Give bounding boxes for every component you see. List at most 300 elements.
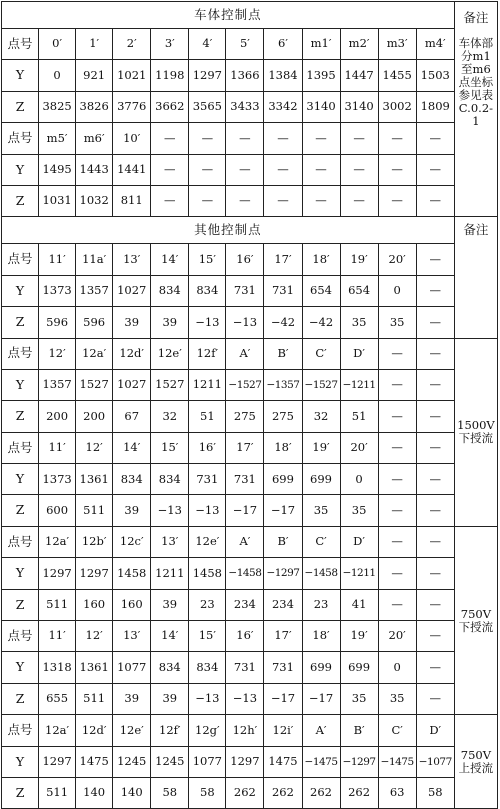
remark-text: 车体部分m1至m6点坐标参见表C.0.2-1 [458, 36, 494, 128]
table-cell: 1395 [302, 60, 340, 91]
table-cell: 35 [378, 307, 416, 338]
table-row [2, 123, 498, 154]
coordinate-label: Y [2, 464, 39, 495]
table-cell: — [378, 154, 416, 185]
table-row [2, 185, 498, 216]
table-cell: 18′ [264, 432, 302, 463]
table-cell: — [416, 683, 454, 714]
table-row [2, 432, 498, 463]
table-cell: 1458 [189, 558, 226, 589]
table-cell: 12e′ [113, 715, 151, 746]
table-cell: 12′ [76, 621, 113, 652]
coordinate-label: Z [2, 185, 39, 216]
table-cell: A′ [226, 526, 264, 557]
table-cell: — [416, 369, 454, 400]
table-row [2, 307, 498, 338]
coordinate-label: Z [2, 401, 39, 432]
table-cell: 10′ [113, 123, 151, 154]
table-cell: −17 [264, 495, 302, 526]
table-cell: — [189, 154, 226, 185]
table-cell: 731 [264, 652, 302, 683]
table-cell: — [416, 275, 454, 306]
table-cell: 1245 [151, 746, 189, 777]
table-cell: — [378, 369, 416, 400]
table-cell: 160 [113, 589, 151, 620]
table-cell: 140 [113, 777, 151, 808]
table-row [2, 495, 498, 526]
table-cell: 3433 [226, 91, 264, 122]
table-cell: 1031 [39, 185, 76, 216]
table-cell: −13 [226, 683, 264, 714]
table-cell: 58 [416, 777, 454, 808]
table-cell: 16′ [226, 244, 264, 275]
table-cell: 1357 [76, 275, 113, 306]
table-cell: 1027 [113, 275, 151, 306]
point-number-label: 点号 [2, 432, 39, 463]
table-row [2, 91, 498, 122]
table-cell: 1447 [340, 60, 378, 91]
table-cell: 511 [76, 495, 113, 526]
table-cell: 23 [189, 589, 226, 620]
table-cell: B′ [340, 715, 378, 746]
table-cell: 32 [302, 401, 340, 432]
table-row [2, 275, 498, 306]
table-cell: 699 [302, 464, 340, 495]
table-cell: 12b′ [76, 526, 113, 557]
table-cell: 11a′ [76, 244, 113, 275]
table-cell: 15′ [151, 432, 189, 463]
table-cell: 834 [189, 275, 226, 306]
table-cell: B′ [264, 338, 302, 369]
table-cell: 67 [113, 401, 151, 432]
table-cell: 1475 [76, 746, 113, 777]
table-cell: 262 [340, 777, 378, 808]
table-cell: −1527 [226, 369, 264, 400]
table-cell: 6′ [264, 29, 302, 60]
point-number-label: 点号 [2, 123, 39, 154]
table-cell: 3′ [151, 29, 189, 60]
table-cell: — [416, 123, 454, 154]
table-row [2, 526, 498, 557]
table-row [2, 589, 498, 620]
table-cell: 1443 [76, 154, 113, 185]
table-cell: 4′ [189, 29, 226, 60]
table-cell: — [416, 244, 454, 275]
table-cell: −1458 [302, 558, 340, 589]
table-cell: 596 [39, 307, 76, 338]
table-row [2, 715, 498, 746]
table-cell: −13 [189, 683, 226, 714]
coordinate-label: Y [2, 746, 39, 777]
table-cell: 11′ [39, 432, 76, 463]
table-cell: 16′ [189, 432, 226, 463]
table-cell: 14′ [151, 621, 189, 652]
table-cell: 834 [113, 464, 151, 495]
table-cell: 3342 [264, 91, 302, 122]
table-cell: 17′ [264, 621, 302, 652]
table-cell: B′ [264, 526, 302, 557]
table-cell: — [416, 154, 454, 185]
table-cell: 3825 [39, 91, 76, 122]
table-cell: — [416, 464, 454, 495]
table-cell: — [151, 123, 189, 154]
table-cell: — [340, 154, 378, 185]
table-cell: 1297 [39, 558, 76, 589]
point-number-label: 点号 [2, 621, 39, 652]
table-cell: −42 [302, 307, 340, 338]
table-cell: D′ [340, 526, 378, 557]
table-cell: — [416, 432, 454, 463]
table-row [2, 464, 498, 495]
table-cell: 39 [113, 307, 151, 338]
table-cell: 1475 [264, 746, 302, 777]
table-cell: −13 [189, 307, 226, 338]
table-cell: 0 [378, 275, 416, 306]
table-cell: — [378, 558, 416, 589]
table-cell: −1475 [302, 746, 340, 777]
table-cell: 14′ [113, 432, 151, 463]
table-cell: 655 [39, 683, 76, 714]
table-cell: 1077 [189, 746, 226, 777]
other-control-points-header-row [2, 217, 498, 244]
table-cell: 234 [264, 589, 302, 620]
table-cell: 19′ [340, 621, 378, 652]
table-cell: 17′ [226, 432, 264, 463]
vehicle-control-points-title: 车体控制点 [2, 2, 455, 29]
table-cell: 699 [302, 652, 340, 683]
table-cell: 1297 [189, 60, 226, 91]
table-cell: 1357 [39, 369, 76, 400]
table-cell: 654 [302, 275, 340, 306]
table-cell: 3140 [340, 91, 378, 122]
current-collection-remark: 1500V下授流 [454, 338, 497, 526]
table-cell: 1373 [39, 275, 76, 306]
table-cell: 51 [340, 401, 378, 432]
table-cell: 12a′ [76, 338, 113, 369]
table-cell: 35 [378, 683, 416, 714]
table-cell: 1′ [76, 29, 113, 60]
table-cell: 921 [76, 60, 113, 91]
table-cell: 58 [189, 777, 226, 808]
table-cell: 13′ [151, 526, 189, 557]
table-cell: m2′ [340, 29, 378, 60]
coordinate-label: Y [2, 369, 39, 400]
table-cell: 1245 [113, 746, 151, 777]
table-cell: — [416, 307, 454, 338]
table-cell: m4′ [416, 29, 454, 60]
table-cell: — [264, 185, 302, 216]
coordinate-label: Z [2, 91, 39, 122]
coordinate-label: Z [2, 683, 39, 714]
table-cell: 15′ [189, 244, 226, 275]
table-cell: 1384 [264, 60, 302, 91]
table-cell: — [378, 495, 416, 526]
table-cell: 1198 [151, 60, 189, 91]
table-cell: 1458 [113, 558, 151, 589]
table-cell: 11′ [39, 244, 76, 275]
table-cell: — [340, 185, 378, 216]
table-cell: 200 [39, 401, 76, 432]
table-cell: 731 [264, 275, 302, 306]
table-cell: — [302, 154, 340, 185]
table-cell: −1475 [378, 746, 416, 777]
table-cell: 3662 [151, 91, 189, 122]
coordinate-label: Y [2, 275, 39, 306]
table-cell: 262 [302, 777, 340, 808]
table-cell: 16′ [226, 621, 264, 652]
table-cell: 12i′ [264, 715, 302, 746]
table-cell: 1373 [39, 464, 76, 495]
table-cell: 1809 [416, 91, 454, 122]
table-cell: 12e′ [151, 338, 189, 369]
table-cell: 1527 [151, 369, 189, 400]
table-cell: 262 [226, 777, 264, 808]
coordinate-label: Z [2, 307, 39, 338]
table-cell: 0 [340, 464, 378, 495]
table-cell: — [378, 432, 416, 463]
table-cell: 1455 [378, 60, 416, 91]
table-cell: — [226, 154, 264, 185]
table-cell: −1211 [340, 558, 378, 589]
table-cell: m6′ [76, 123, 113, 154]
table-cell: −1458 [226, 558, 264, 589]
table-cell: 834 [189, 652, 226, 683]
table-cell: −1357 [264, 369, 302, 400]
table-cell: 12h′ [226, 715, 264, 746]
table-cell: 32 [151, 401, 189, 432]
table-cell: — [226, 123, 264, 154]
coordinate-label: Y [2, 60, 39, 91]
table-cell: −17 [226, 495, 264, 526]
table-cell: 140 [76, 777, 113, 808]
table-cell: 12d′ [76, 715, 113, 746]
table-row [2, 338, 498, 369]
table-cell: −42 [264, 307, 302, 338]
table-cell: — [189, 123, 226, 154]
table-cell: 18′ [302, 244, 340, 275]
table-cell: 12d′ [113, 338, 151, 369]
table-cell: 12g′ [189, 715, 226, 746]
table-cell: — [378, 185, 416, 216]
table-cell: 234 [226, 589, 264, 620]
table-cell: — [416, 526, 454, 557]
table-cell: 275 [226, 401, 264, 432]
table-cell: 262 [264, 777, 302, 808]
table-cell: — [378, 526, 416, 557]
table-cell: 35 [302, 495, 340, 526]
table-cell: 3826 [76, 91, 113, 122]
table-cell: — [378, 464, 416, 495]
table-cell: 39 [151, 683, 189, 714]
table-cell: — [416, 558, 454, 589]
table-cell: 834 [151, 652, 189, 683]
table-cell: 35 [340, 495, 378, 526]
table-cell: 39 [113, 683, 151, 714]
table-cell: −13 [151, 495, 189, 526]
table-cell: 2′ [113, 29, 151, 60]
table-cell: 12′ [39, 338, 76, 369]
table-cell: −1211 [340, 369, 378, 400]
table-cell: 1032 [76, 185, 113, 216]
table-cell: — [264, 123, 302, 154]
table-cell: 1297 [39, 746, 76, 777]
coordinate-label: Z [2, 589, 39, 620]
table-cell: −1297 [340, 746, 378, 777]
table-cell: — [416, 652, 454, 683]
table-cell: 23 [302, 589, 340, 620]
table-cell: — [416, 185, 454, 216]
table-cell: — [151, 154, 189, 185]
table-cell: −13 [226, 307, 264, 338]
table-cell: — [189, 185, 226, 216]
table-cell: 19′ [302, 432, 340, 463]
table-cell: — [378, 401, 416, 432]
point-number-label: 点号 [2, 244, 39, 275]
table-cell: 1021 [113, 60, 151, 91]
table-cell: 58 [151, 777, 189, 808]
vehicle-remark [454, 2, 497, 217]
table-cell: 0 [39, 60, 76, 91]
table-cell: 699 [340, 652, 378, 683]
table-cell: 0′ [39, 29, 76, 60]
table-cell: — [416, 338, 454, 369]
table-cell: 12′ [76, 432, 113, 463]
table-cell: 731 [226, 652, 264, 683]
other-control-points-title: 其他控制点 [2, 217, 455, 244]
table-cell: — [416, 589, 454, 620]
table-cell: 13′ [113, 621, 151, 652]
table-cell: 20′ [378, 621, 416, 652]
table-cell: — [151, 185, 189, 216]
table-row [2, 244, 498, 275]
table-cell: 1297 [76, 558, 113, 589]
table-cell: — [416, 401, 454, 432]
table-cell: 1527 [76, 369, 113, 400]
table-row [2, 29, 498, 60]
table-cell: A′ [226, 338, 264, 369]
coordinate-label: Y [2, 558, 39, 589]
table-cell: 1077 [113, 652, 151, 683]
table-row [2, 621, 498, 652]
table-cell: 731 [189, 464, 226, 495]
table-cell: 811 [113, 185, 151, 216]
table-cell: 275 [264, 401, 302, 432]
table-cell: — [264, 154, 302, 185]
table-cell: D′ [340, 338, 378, 369]
table-cell: 51 [189, 401, 226, 432]
point-number-label: 点号 [2, 29, 39, 60]
table-cell: 511 [39, 777, 76, 808]
table-row [2, 60, 498, 91]
table-cell: 12f′ [189, 338, 226, 369]
table-cell: — [416, 495, 454, 526]
table-cell: 3140 [302, 91, 340, 122]
table-cell: 1211 [189, 369, 226, 400]
table-cell: — [302, 123, 340, 154]
table-row [2, 558, 498, 589]
table-row [2, 401, 498, 432]
table-cell: 1361 [76, 652, 113, 683]
table-cell: C′ [378, 715, 416, 746]
table-cell: 1495 [39, 154, 76, 185]
table-cell: — [226, 185, 264, 216]
table-cell: 13′ [113, 244, 151, 275]
table-cell: 35 [340, 683, 378, 714]
point-number-label: 点号 [2, 715, 39, 746]
control-points-table [1, 1, 498, 809]
current-collection-remark: 750V上授流 [454, 715, 497, 809]
coordinate-label: Z [2, 495, 39, 526]
table-cell: 699 [264, 464, 302, 495]
coordinate-label: Z [2, 777, 39, 808]
table-cell: 20′ [340, 432, 378, 463]
table-cell: 834 [151, 275, 189, 306]
table-cell: 12f′ [151, 715, 189, 746]
table-cell: — [302, 185, 340, 216]
table-cell: 12a′ [39, 526, 76, 557]
table-cell: 11′ [39, 621, 76, 652]
table-cell: m5′ [39, 123, 76, 154]
table-cell: 200 [76, 401, 113, 432]
table-cell: 1503 [416, 60, 454, 91]
table-cell: 14′ [151, 244, 189, 275]
table-cell: 731 [226, 464, 264, 495]
point-number-label: 点号 [2, 526, 39, 557]
table-cell: 600 [39, 495, 76, 526]
table-cell: −1297 [264, 558, 302, 589]
table-cell: 41 [340, 589, 378, 620]
table-cell: m1′ [302, 29, 340, 60]
table-cell: 18′ [302, 621, 340, 652]
table-cell: 3776 [113, 91, 151, 122]
table-cell: 39 [113, 495, 151, 526]
table-cell: D′ [416, 715, 454, 746]
table-cell: 20′ [378, 244, 416, 275]
table-cell: — [416, 621, 454, 652]
table-cell: 39 [151, 307, 189, 338]
table-cell: 63 [378, 777, 416, 808]
table-cell: 654 [340, 275, 378, 306]
table-cell: 160 [76, 589, 113, 620]
table-row [2, 154, 498, 185]
table-cell: 0 [378, 652, 416, 683]
table-cell: 12a′ [39, 715, 76, 746]
table-row [2, 777, 498, 808]
table-cell: 1361 [76, 464, 113, 495]
table-row [2, 652, 498, 683]
table-cell: −17 [264, 683, 302, 714]
current-collection-remark: 750V下授流 [454, 526, 497, 714]
table-cell: 1211 [151, 558, 189, 589]
table-cell: −1077 [416, 746, 454, 777]
table-cell: −1527 [302, 369, 340, 400]
table-cell: A′ [302, 715, 340, 746]
vehicle-control-points-header-row [2, 2, 498, 29]
table-cell: 15′ [189, 621, 226, 652]
table-cell: 12c′ [113, 526, 151, 557]
table-cell: 3565 [189, 91, 226, 122]
table-cell: 1027 [113, 369, 151, 400]
table-row [2, 683, 498, 714]
table-cell: −13 [189, 495, 226, 526]
table-cell: 1441 [113, 154, 151, 185]
table-cell: C′ [302, 338, 340, 369]
table-cell: 39 [151, 589, 189, 620]
table-cell: 35 [340, 307, 378, 338]
table-row [2, 746, 498, 777]
table-cell: 19′ [340, 244, 378, 275]
table-cell: −17 [302, 683, 340, 714]
